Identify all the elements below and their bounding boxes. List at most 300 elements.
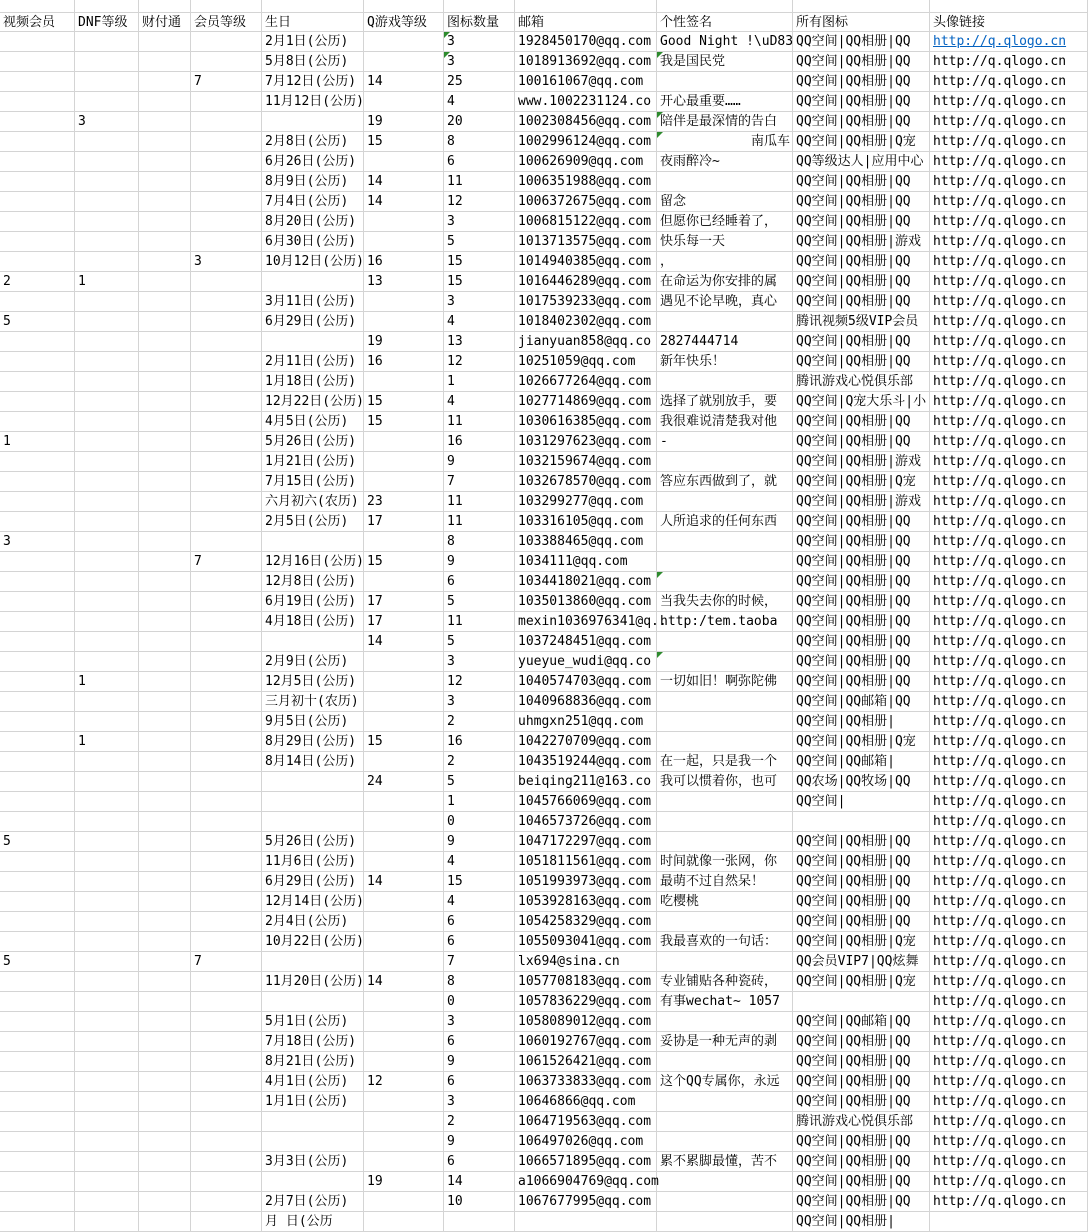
cell-tenpay[interactable]: [139, 232, 191, 252]
cell-email[interactable]: [515, 692, 657, 712]
cell-dnf_level[interactable]: [75, 572, 139, 592]
cell-email[interactable]: [515, 92, 657, 112]
cell-video_vip[interactable]: [0, 172, 75, 192]
cell-vip_level[interactable]: [191, 692, 262, 712]
cell-video_vip[interactable]: [0, 92, 75, 112]
cell-vip_level[interactable]: [191, 892, 262, 912]
cell-avatar_link[interactable]: [930, 332, 1088, 352]
cell-icon_count[interactable]: [444, 752, 515, 772]
cell-email[interactable]: [515, 72, 657, 92]
cell-dnf_level[interactable]: [75, 932, 139, 952]
cell-all_icons[interactable]: [793, 652, 930, 672]
cell-all_icons[interactable]: [793, 492, 930, 512]
cell-avatar_link[interactable]: [930, 1212, 1088, 1232]
cell-qgame_level[interactable]: [364, 1112, 444, 1132]
cell-video_vip[interactable]: [0, 832, 75, 852]
cell-dnf_level[interactable]: [75, 472, 139, 492]
cell-birthday[interactable]: [262, 492, 364, 512]
cell-email[interactable]: [515, 852, 657, 872]
cell-avatar_link[interactable]: [930, 992, 1088, 1012]
cell-all_icons[interactable]: [793, 832, 930, 852]
cell-icon_count[interactable]: [444, 532, 515, 552]
cell-tenpay[interactable]: [139, 672, 191, 692]
cell-all_icons[interactable]: [793, 1152, 930, 1172]
cell-vip_level[interactable]: [191, 92, 262, 112]
cell-video_vip[interactable]: [0, 712, 75, 732]
cell-icon_count[interactable]: [444, 232, 515, 252]
cell-avatar_link[interactable]: [930, 52, 1088, 72]
cell-all_icons[interactable]: [793, 192, 930, 212]
cell-qgame_level[interactable]: [364, 872, 444, 892]
cell-email[interactable]: [515, 952, 657, 972]
cell-tenpay[interactable]: [139, 1212, 191, 1232]
cell-email[interactable]: [515, 1072, 657, 1092]
cell-tenpay[interactable]: [139, 972, 191, 992]
cell-icon_count[interactable]: [444, 432, 515, 452]
cell-birthday[interactable]: [262, 1072, 364, 1092]
cell-tenpay[interactable]: [139, 932, 191, 952]
cell-qgame_level[interactable]: [364, 152, 444, 172]
cell-dnf_level[interactable]: [75, 1052, 139, 1072]
cell-vip_level[interactable]: [191, 452, 262, 472]
cell-all_icons[interactable]: [793, 952, 930, 972]
cell-video_vip[interactable]: [0, 732, 75, 752]
cell-dnf_level[interactable]: [75, 92, 139, 112]
cell-avatar_link[interactable]: [930, 292, 1088, 312]
cell-all_icons[interactable]: [793, 552, 930, 572]
cell-dnf_level[interactable]: [75, 432, 139, 452]
cell-vip_level[interactable]: [191, 192, 262, 212]
cell-qgame_level[interactable]: [364, 352, 444, 372]
cell-qgame_level[interactable]: [364, 1052, 444, 1072]
cell-email[interactable]: [515, 272, 657, 292]
cell-icon_count[interactable]: [444, 892, 515, 912]
cell-video_vip[interactable]: [0, 372, 75, 392]
cell-birthday[interactable]: [262, 272, 364, 292]
cell-tenpay[interactable]: [139, 652, 191, 672]
cell-qgame_level[interactable]: [364, 512, 444, 532]
cell-avatar_link[interactable]: [930, 812, 1088, 832]
cell-icon_count[interactable]: [444, 612, 515, 632]
cell-email[interactable]: [515, 332, 657, 352]
cell-tenpay[interactable]: [139, 872, 191, 892]
cell-signature[interactable]: [657, 52, 793, 72]
cell-email[interactable]: [515, 1012, 657, 1032]
cell-video_vip[interactable]: [0, 312, 75, 332]
cell-avatar_link[interactable]: [930, 712, 1088, 732]
cell-birthday[interactable]: [262, 772, 364, 792]
cell-vip_level[interactable]: [191, 812, 262, 832]
cell-signature[interactable]: [657, 592, 793, 612]
cell-qgame_level[interactable]: [364, 32, 444, 52]
cell-vip_level[interactable]: [191, 992, 262, 1012]
cell-birthday[interactable]: [262, 312, 364, 332]
cell-avatar_link[interactable]: [930, 392, 1088, 412]
cell-video_vip[interactable]: [0, 792, 75, 812]
cell-video_vip[interactable]: [0, 232, 75, 252]
cell-vip_level[interactable]: [191, 112, 262, 132]
cell-dnf_level[interactable]: [75, 752, 139, 772]
cell-icon_count[interactable]: [444, 1052, 515, 1072]
cell-all_icons[interactable]: [793, 872, 930, 892]
cell-tenpay[interactable]: [139, 632, 191, 652]
cell-all_icons[interactable]: [793, 0, 930, 13]
cell-icon_count[interactable]: [444, 632, 515, 652]
cell-qgame_level[interactable]: [364, 292, 444, 312]
cell-video_vip[interactable]: [0, 72, 75, 92]
cell-video_vip[interactable]: [0, 152, 75, 172]
cell-vip_level[interactable]: [191, 652, 262, 672]
cell-tenpay[interactable]: [139, 412, 191, 432]
cell-qgame_level[interactable]: [364, 652, 444, 672]
cell-video_vip[interactable]: [0, 492, 75, 512]
cell-icon_count[interactable]: [444, 472, 515, 492]
cell-vip_level[interactable]: [191, 832, 262, 852]
cell-vip_level[interactable]: [191, 372, 262, 392]
cell-avatar_link[interactable]: [930, 872, 1088, 892]
cell-avatar_link[interactable]: [930, 192, 1088, 212]
cell-icon_count[interactable]: [444, 172, 515, 192]
cell-icon_count[interactable]: [444, 1112, 515, 1132]
cell-dnf_level[interactable]: [75, 612, 139, 632]
cell-qgame_level[interactable]: [364, 1172, 444, 1192]
cell-all_icons[interactable]: [793, 232, 930, 252]
cell-tenpay[interactable]: [139, 812, 191, 832]
cell-dnf_level[interactable]: [75, 172, 139, 192]
cell-icon_count[interactable]: [444, 1192, 515, 1212]
cell-birthday[interactable]: [262, 912, 364, 932]
header-cell-signature[interactable]: [657, 13, 793, 32]
cell-all_icons[interactable]: [793, 1192, 930, 1212]
cell-dnf_level[interactable]: [75, 32, 139, 52]
cell-signature[interactable]: [657, 92, 793, 112]
cell-signature[interactable]: [657, 1192, 793, 1212]
cell-video_vip[interactable]: [0, 192, 75, 212]
cell-avatar_link[interactable]: [930, 1172, 1088, 1192]
cell-signature[interactable]: [657, 312, 793, 332]
cell-icon_count[interactable]: [444, 872, 515, 892]
cell-email[interactable]: [515, 972, 657, 992]
cell-vip_level[interactable]: [191, 492, 262, 512]
cell-avatar_link[interactable]: [930, 772, 1088, 792]
cell-signature[interactable]: [657, 172, 793, 192]
cell-qgame_level[interactable]: [364, 172, 444, 192]
cell-icon_count[interactable]: [444, 132, 515, 152]
cell-email[interactable]: [515, 392, 657, 412]
cell-birthday[interactable]: [262, 652, 364, 672]
cell-tenpay[interactable]: [139, 572, 191, 592]
cell-dnf_level[interactable]: [75, 132, 139, 152]
cell-all_icons[interactable]: [793, 1132, 930, 1152]
header-cell-email[interactable]: [515, 13, 657, 32]
cell-avatar_link[interactable]: [930, 532, 1088, 552]
cell-tenpay[interactable]: [139, 1132, 191, 1152]
cell-dnf_level[interactable]: [75, 232, 139, 252]
cell-signature[interactable]: [657, 0, 793, 13]
cell-signature[interactable]: [657, 572, 793, 592]
cell-vip_level[interactable]: [191, 432, 262, 452]
cell-tenpay[interactable]: [139, 712, 191, 732]
cell-birthday[interactable]: [262, 972, 364, 992]
cell-birthday[interactable]: [262, 732, 364, 752]
cell-vip_level[interactable]: [191, 792, 262, 812]
cell-vip_level[interactable]: [191, 1152, 262, 1172]
cell-birthday[interactable]: [262, 372, 364, 392]
cell-birthday[interactable]: [262, 412, 364, 432]
cell-qgame_level[interactable]: [364, 1212, 444, 1232]
cell-video_vip[interactable]: [0, 932, 75, 952]
cell-signature[interactable]: [657, 412, 793, 432]
cell-video_vip[interactable]: [0, 892, 75, 912]
cell-vip_level[interactable]: [191, 752, 262, 772]
cell-qgame_level[interactable]: [364, 0, 444, 13]
cell-all_icons[interactable]: [793, 72, 930, 92]
cell-birthday[interactable]: [262, 52, 364, 72]
cell-avatar_link[interactable]: [930, 972, 1088, 992]
cell-signature[interactable]: [657, 992, 793, 1012]
cell-all_icons[interactable]: [793, 972, 930, 992]
cell-signature[interactable]: [657, 1052, 793, 1072]
cell-video_vip[interactable]: [0, 1072, 75, 1092]
cell-all_icons[interactable]: [793, 32, 930, 52]
cell-signature[interactable]: [657, 1072, 793, 1092]
cell-signature[interactable]: [657, 712, 793, 732]
cell-icon_count[interactable]: [444, 312, 515, 332]
cell-vip_level[interactable]: [191, 292, 262, 312]
cell-avatar_link[interactable]: [930, 752, 1088, 772]
cell-dnf_level[interactable]: [75, 852, 139, 872]
cell-avatar_link[interactable]: [930, 112, 1088, 132]
cell-video_vip[interactable]: [0, 272, 75, 292]
cell-icon_count[interactable]: [444, 0, 515, 13]
cell-video_vip[interactable]: [0, 112, 75, 132]
cell-icon_count[interactable]: [444, 992, 515, 1012]
cell-qgame_level[interactable]: [364, 1012, 444, 1032]
cell-dnf_level[interactable]: [75, 1092, 139, 1112]
cell-tenpay[interactable]: [139, 552, 191, 572]
cell-video_vip[interactable]: [0, 532, 75, 552]
cell-vip_level[interactable]: [191, 352, 262, 372]
cell-all_icons[interactable]: [793, 432, 930, 452]
cell-vip_level[interactable]: [191, 1212, 262, 1232]
cell-qgame_level[interactable]: [364, 812, 444, 832]
cell-dnf_level[interactable]: [75, 272, 139, 292]
cell-signature[interactable]: [657, 752, 793, 772]
cell-qgame_level[interactable]: [364, 712, 444, 732]
cell-avatar_link[interactable]: [930, 1132, 1088, 1152]
cell-avatar_link[interactable]: [930, 1072, 1088, 1092]
cell-email[interactable]: [515, 652, 657, 672]
cell-all_icons[interactable]: [793, 392, 930, 412]
cell-tenpay[interactable]: [139, 1052, 191, 1072]
cell-birthday[interactable]: [262, 1212, 364, 1232]
cell-tenpay[interactable]: [139, 212, 191, 232]
cell-tenpay[interactable]: [139, 892, 191, 912]
cell-all_icons[interactable]: [793, 252, 930, 272]
cell-birthday[interactable]: [262, 692, 364, 712]
cell-icon_count[interactable]: [444, 1072, 515, 1092]
cell-avatar_link[interactable]: [930, 592, 1088, 612]
cell-email[interactable]: [515, 672, 657, 692]
cell-qgame_level[interactable]: [364, 672, 444, 692]
cell-email[interactable]: [515, 412, 657, 432]
cell-video_vip[interactable]: [0, 772, 75, 792]
cell-tenpay[interactable]: [139, 432, 191, 452]
cell-video_vip[interactable]: [0, 1132, 75, 1152]
cell-icon_count[interactable]: [444, 372, 515, 392]
cell-all_icons[interactable]: [793, 732, 930, 752]
cell-vip_level[interactable]: [191, 552, 262, 572]
cell-icon_count[interactable]: [444, 332, 515, 352]
cell-qgame_level[interactable]: [364, 1092, 444, 1112]
cell-dnf_level[interactable]: [75, 1172, 139, 1192]
cell-email[interactable]: [515, 832, 657, 852]
cell-birthday[interactable]: [262, 192, 364, 212]
cell-all_icons[interactable]: [793, 512, 930, 532]
cell-birthday[interactable]: [262, 0, 364, 13]
cell-all_icons[interactable]: [793, 1072, 930, 1092]
cell-avatar_link[interactable]: [930, 1032, 1088, 1052]
cell-email[interactable]: [515, 512, 657, 532]
cell-birthday[interactable]: [262, 812, 364, 832]
cell-all_icons[interactable]: [793, 292, 930, 312]
cell-icon_count[interactable]: [444, 512, 515, 532]
cell-email[interactable]: [515, 532, 657, 552]
cell-email[interactable]: [515, 932, 657, 952]
cell-tenpay[interactable]: [139, 692, 191, 712]
cell-dnf_level[interactable]: [75, 792, 139, 812]
cell-avatar_link[interactable]: [930, 892, 1088, 912]
cell-vip_level[interactable]: [191, 612, 262, 632]
cell-vip_level[interactable]: [191, 772, 262, 792]
cell-avatar_link[interactable]: [930, 212, 1088, 232]
cell-avatar_link[interactable]: [930, 272, 1088, 292]
cell-email[interactable]: [515, 732, 657, 752]
cell-vip_level[interactable]: [191, 572, 262, 592]
cell-avatar_link[interactable]: [930, 672, 1088, 692]
cell-vip_level[interactable]: [191, 632, 262, 652]
cell-avatar_link[interactable]: [930, 252, 1088, 272]
cell-vip_level[interactable]: [191, 212, 262, 232]
cell-email[interactable]: [515, 712, 657, 732]
cell-signature[interactable]: [657, 1152, 793, 1172]
cell-signature[interactable]: [657, 812, 793, 832]
cell-tenpay[interactable]: [139, 52, 191, 72]
cell-video_vip[interactable]: [0, 1192, 75, 1212]
cell-qgame_level[interactable]: [364, 372, 444, 392]
cell-email[interactable]: [515, 212, 657, 232]
cell-dnf_level[interactable]: [75, 1212, 139, 1232]
cell-birthday[interactable]: [262, 712, 364, 732]
cell-video_vip[interactable]: [0, 852, 75, 872]
cell-qgame_level[interactable]: [364, 1152, 444, 1172]
cell-tenpay[interactable]: [139, 392, 191, 412]
cell-qgame_level[interactable]: [364, 212, 444, 232]
cell-all_icons[interactable]: [793, 712, 930, 732]
cell-all_icons[interactable]: [793, 212, 930, 232]
cell-email[interactable]: [515, 1212, 657, 1232]
cell-icon_count[interactable]: [444, 412, 515, 432]
cell-icon_count[interactable]: [444, 1032, 515, 1052]
cell-qgame_level[interactable]: [364, 892, 444, 912]
cell-signature[interactable]: [657, 672, 793, 692]
cell-birthday[interactable]: [262, 832, 364, 852]
cell-email[interactable]: [515, 1052, 657, 1072]
cell-email[interactable]: [515, 112, 657, 132]
cell-avatar_link[interactable]: [930, 952, 1088, 972]
cell-email[interactable]: [515, 992, 657, 1012]
cell-icon_count[interactable]: [444, 1152, 515, 1172]
cell-signature[interactable]: [657, 532, 793, 552]
cell-dnf_level[interactable]: [75, 832, 139, 852]
cell-dnf_level[interactable]: [75, 732, 139, 752]
cell-email[interactable]: [515, 1132, 657, 1152]
cell-birthday[interactable]: [262, 892, 364, 912]
cell-birthday[interactable]: [262, 1092, 364, 1112]
cell-icon_count[interactable]: [444, 972, 515, 992]
cell-icon_count[interactable]: [444, 812, 515, 832]
cell-dnf_level[interactable]: [75, 312, 139, 332]
cell-avatar_link[interactable]: [930, 932, 1088, 952]
cell-qgame_level[interactable]: [364, 572, 444, 592]
cell-all_icons[interactable]: [793, 472, 930, 492]
cell-dnf_level[interactable]: [75, 492, 139, 512]
cell-dnf_level[interactable]: [75, 192, 139, 212]
cell-all_icons[interactable]: [793, 612, 930, 632]
cell-avatar_link[interactable]: [930, 792, 1088, 812]
cell-dnf_level[interactable]: [75, 52, 139, 72]
cell-signature[interactable]: [657, 152, 793, 172]
cell-avatar_link[interactable]: [930, 352, 1088, 372]
cell-birthday[interactable]: [262, 532, 364, 552]
cell-signature[interactable]: [657, 252, 793, 272]
cell-all_icons[interactable]: [793, 412, 930, 432]
cell-icon_count[interactable]: [444, 492, 515, 512]
cell-all_icons[interactable]: [793, 672, 930, 692]
cell-dnf_level[interactable]: [75, 1152, 139, 1172]
cell-dnf_level[interactable]: [75, 712, 139, 732]
cell-icon_count[interactable]: [444, 1132, 515, 1152]
cell-avatar_link[interactable]: [930, 612, 1088, 632]
cell-avatar_link[interactable]: [930, 372, 1088, 392]
cell-dnf_level[interactable]: [75, 452, 139, 472]
cell-video_vip[interactable]: [0, 432, 75, 452]
cell-all_icons[interactable]: [793, 312, 930, 332]
cell-all_icons[interactable]: [793, 1112, 930, 1132]
cell-icon_count[interactable]: [444, 592, 515, 612]
cell-dnf_level[interactable]: [75, 892, 139, 912]
cell-all_icons[interactable]: [793, 1012, 930, 1032]
cell-qgame_level[interactable]: [364, 852, 444, 872]
cell-vip_level[interactable]: [191, 852, 262, 872]
cell-vip_level[interactable]: [191, 472, 262, 492]
cell-tenpay[interactable]: [139, 472, 191, 492]
cell-signature[interactable]: [657, 632, 793, 652]
cell-email[interactable]: [515, 292, 657, 312]
cell-email[interactable]: [515, 432, 657, 452]
cell-vip_level[interactable]: [191, 532, 262, 552]
cell-tenpay[interactable]: [139, 772, 191, 792]
cell-signature[interactable]: [657, 652, 793, 672]
cell-all_icons[interactable]: [793, 892, 930, 912]
cell-birthday[interactable]: [262, 252, 364, 272]
cell-birthday[interactable]: [262, 332, 364, 352]
cell-qgame_level[interactable]: [364, 452, 444, 472]
cell-dnf_level[interactable]: [75, 532, 139, 552]
cell-vip_level[interactable]: [191, 1132, 262, 1152]
cell-avatar_link[interactable]: [930, 0, 1088, 13]
cell-qgame_level[interactable]: [364, 52, 444, 72]
